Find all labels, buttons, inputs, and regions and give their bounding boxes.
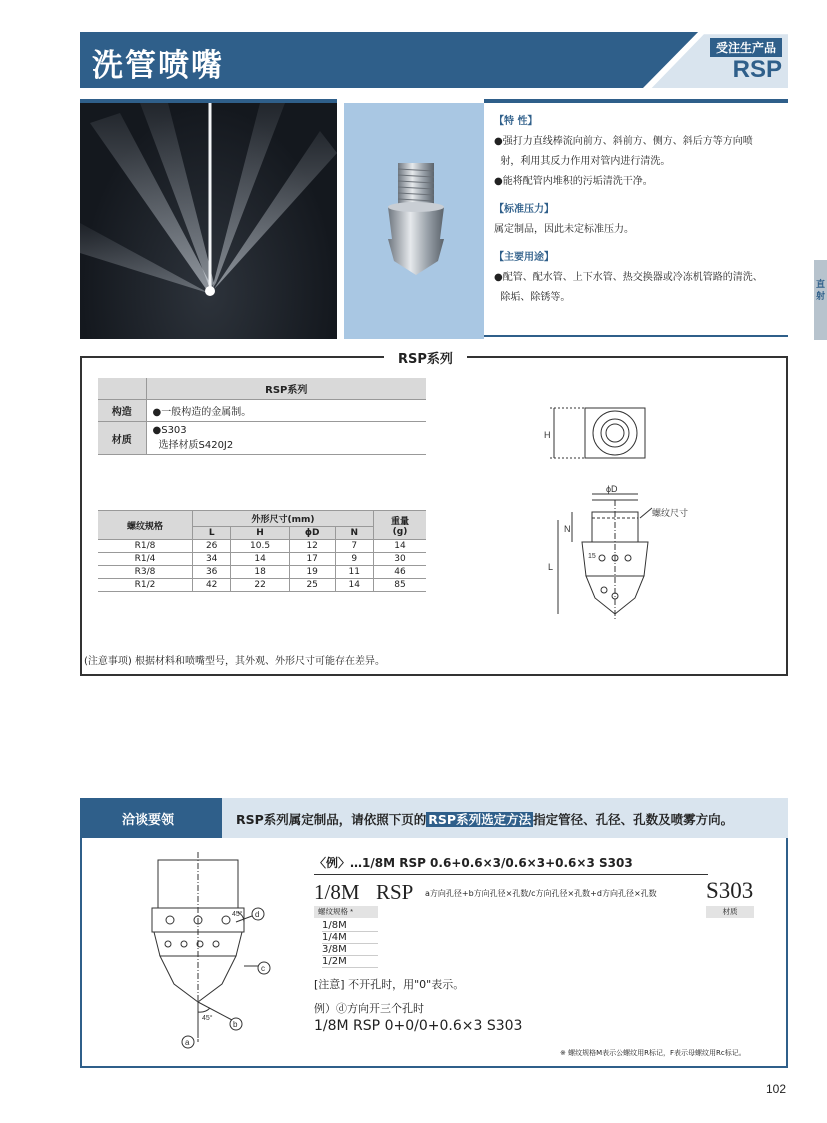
table-row	[98, 579, 426, 592]
table-cell: 12	[289, 540, 335, 553]
order-instruction: RSP系列属定制品，请依照下页的 RSP系列选定方法 指定管径、孔径、孔数及喷雾方向。	[236, 812, 734, 827]
table-cell: 25	[289, 579, 335, 592]
thread-header: 螺纹规格	[98, 511, 193, 540]
page-title: 洗管喷嘴	[92, 48, 224, 84]
made-to-order-badge: 受注生产品	[710, 38, 782, 57]
example-2-code: 1/8M RSP 0+0/0+0.6×3 S303	[314, 1018, 523, 1034]
features-heading: 【特 性】	[494, 116, 538, 127]
spray-direction-diagram	[140, 852, 290, 1052]
series-title: RSP系列	[384, 348, 467, 367]
row-value: ●一般构造的金属制。	[146, 400, 426, 422]
table-cell: R1/2	[98, 579, 193, 592]
side-tab-label: 直射	[816, 279, 826, 301]
angle-label: 45°	[232, 911, 243, 918]
row-value	[146, 422, 426, 455]
divider	[484, 99, 788, 103]
table-cell: 18	[231, 566, 289, 579]
material-option: 选择材质S420J2	[158, 440, 234, 451]
table-cell: 7	[335, 540, 373, 553]
col-header: H	[231, 527, 289, 540]
technical-drawing	[540, 400, 710, 630]
table-row	[98, 540, 426, 553]
page-header	[80, 32, 788, 88]
example-2-label: 例）ⓓ方向开三个孔时	[314, 1002, 424, 1015]
footnote: ※ 螺纹规格M表示公螺纹用R标记，F表示母螺纹用Rc标记。	[560, 1049, 746, 1057]
order-note: [注意] 不开孔时，用"0"表示。	[314, 978, 465, 991]
table-cell: 36	[193, 566, 231, 579]
code-description: a方向孔径+b方向孔径×孔数/c方向孔径×孔数+d方向孔径×孔数	[425, 889, 657, 898]
label-n: N	[564, 524, 571, 534]
label-d-direction: d	[255, 910, 260, 919]
code-material: S303	[706, 878, 754, 903]
order-heading: 洽谈要领	[80, 798, 222, 838]
dims-header: 外形尺寸(mm)	[193, 511, 374, 527]
page-number: 102	[766, 1082, 787, 1096]
table-row	[98, 566, 426, 579]
order-example: 〈例〉…1/8M RSP 0.6+0.6×3/0.6×3+0.6×3 S303	[314, 856, 633, 870]
table-cell: 30	[373, 553, 426, 566]
table-cell: 9	[335, 553, 373, 566]
label-b-direction: b	[233, 1020, 238, 1029]
material-tag: 材质	[706, 906, 754, 918]
table-cell: 19	[289, 566, 335, 579]
row-label: 构造	[98, 400, 146, 422]
label-l: L	[548, 562, 554, 572]
table-cell: R1/8	[98, 540, 193, 553]
table-cell: 14	[335, 579, 373, 592]
series-note: (注意事项) 根据材料和喷嘴型号，其外观、外形尺寸可能存在差异。	[84, 656, 385, 667]
code-model: RSP	[376, 880, 414, 904]
feature-text: ●能将配管内堆积的污垢清洗干净。	[494, 176, 653, 187]
col-header: ϕD	[289, 527, 335, 540]
weight-header: 重量 (g)	[373, 511, 426, 540]
nozzle-photo	[344, 103, 484, 339]
table-cell: 14	[373, 540, 426, 553]
col-header: N	[335, 527, 373, 540]
label-c-direction: c	[261, 964, 265, 973]
code-thread: 1/8M	[314, 880, 360, 904]
table-cell: R1/4	[98, 553, 193, 566]
label-h: H	[544, 430, 551, 440]
table-cell: 85	[373, 579, 426, 592]
label-a-direction: a	[185, 1038, 190, 1047]
table-row	[98, 422, 426, 455]
table-cell: 42	[193, 579, 231, 592]
table-cell: 14	[231, 553, 289, 566]
list-item: 1/8M	[322, 920, 378, 932]
feature-text: 射，利用其反力作用对管内进行清洗。	[494, 156, 671, 167]
features-section	[494, 112, 789, 308]
table-cell: 26	[193, 540, 231, 553]
divider	[314, 874, 708, 875]
material-value: ●S303	[152, 425, 187, 436]
thread-size-list	[322, 920, 378, 968]
divider	[484, 335, 788, 337]
table-cell: 17	[289, 553, 335, 566]
uses-heading: 【主要用途】	[494, 252, 554, 263]
table-cell: 10.5	[231, 540, 289, 553]
list-item: 1/2M	[322, 956, 378, 968]
label-thread: 螺纹尺寸	[652, 508, 689, 518]
label-d: ϕD	[606, 484, 618, 494]
spray-photo	[80, 103, 337, 339]
table-row	[98, 400, 426, 422]
uses-text: ●配管、配水管、上下水管、热交换器或冷冻机管路的清洗、	[494, 272, 763, 283]
row-label: 材质	[98, 422, 146, 455]
table-cell: R3/8	[98, 566, 193, 579]
pressure-heading: 【标准压力】	[494, 204, 554, 215]
uses-text: 除垢、除锈等。	[494, 292, 571, 303]
list-item: 3/8M	[322, 944, 378, 956]
col-header: L	[193, 527, 231, 540]
table-row	[98, 553, 426, 566]
dimension-table	[98, 510, 426, 592]
list-item: 1/4M	[322, 932, 378, 944]
material-col-header: RSP系列	[146, 378, 426, 400]
table-cell: 46	[373, 566, 426, 579]
table-cell: 34	[193, 553, 231, 566]
feature-text: ●强打力直线棒流向前方、斜前方、侧方、斜后方等方向喷	[494, 136, 753, 147]
label-15: 15	[588, 553, 596, 560]
thread-tag: 螺纹规格 *	[314, 906, 378, 918]
selection-method-highlight: RSP系列选定方法	[428, 812, 532, 827]
table-cell: 11	[335, 566, 373, 579]
pressure-text: 属定制品，因此未定标准压力。	[494, 224, 634, 235]
material-table	[98, 378, 426, 455]
angle-label: 45°	[202, 1015, 213, 1022]
table-cell: 22	[231, 579, 289, 592]
model-code: RSP	[732, 56, 782, 83]
